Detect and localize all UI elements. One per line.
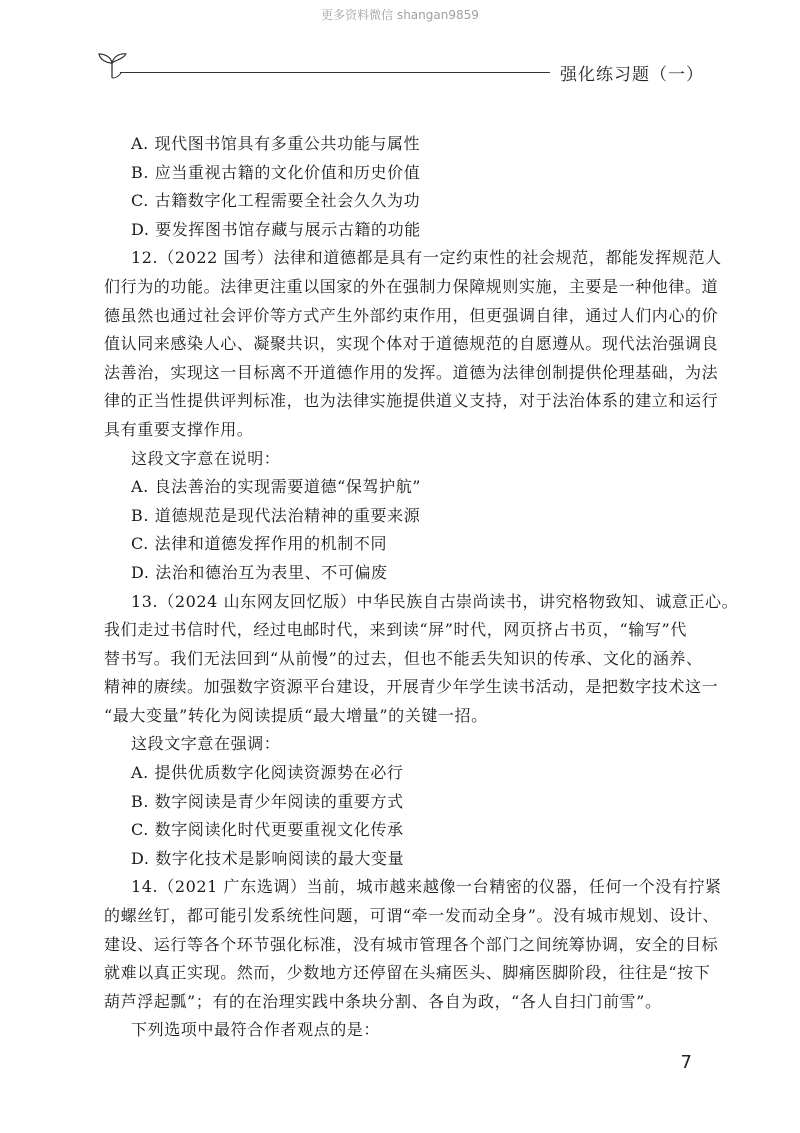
option-c: C. 数字阅读化时代更要重视文化传承 — [131, 820, 404, 840]
question-12-text: 法善治，实现这一目标离不开道德作用的发挥。道德为法律创制提供伦理基础，为法 — [104, 362, 719, 382]
chapter-title: 强化练习题（一） — [560, 65, 704, 85]
question-12-text: 律的正当性提供评判标准，也为法律实施提供道义支持，对于法治体系的建立和运行 — [104, 391, 719, 411]
question-13-prompt: 这段文字意在强调： — [131, 734, 281, 754]
option-c: C. 古籍数字化工程需要全社会久久为功 — [131, 191, 421, 211]
question-13-text: 替书写。我们无法回到“从前慢”的过去，但也不能丢失知识的传承、文化的涵养、 — [104, 648, 703, 668]
question-12-text: 值认同来感染人心、凝聚共识，实现个体对于道德规范的自愿遵从。现代法治强调良 — [104, 334, 719, 354]
question-14-prompt: 下列选项中最符合作者观点的是： — [131, 1020, 381, 1040]
question-13-text: 13.（2024 山东网友回忆版）中华民族自古崇尚读书，讲究格物致知、诚意正心。 — [131, 591, 739, 611]
question-14-text: 的螺丝钉，都可能引发系统性问题，可谓“牵一发而动全身”。没有城市规划、设计、 — [104, 906, 720, 926]
header-rule — [120, 72, 550, 73]
question-14-text: 就难以真正实现。然而，少数地方还停留在头痛医头、脚痛医脚阶段，往往是“按下 — [104, 963, 711, 983]
question-12-text: 12.（2022 国考）法律和道德都是具有一定约束性的社会规范，都能发挥规范人 — [131, 248, 722, 268]
question-12-text: 具有重要支撑作用。 — [104, 419, 254, 439]
option-d: D. 法治和德治互为表里、不可偏废 — [131, 562, 388, 582]
option-b: B. 数字阅读是青少年阅读的重要方式 — [131, 791, 404, 811]
question-12-prompt: 这段文字意在说明： — [131, 448, 281, 468]
sprout-icon — [95, 50, 129, 80]
option-c: C. 法律和道德发挥作用的机制不同 — [131, 534, 388, 554]
option-b: B. 应当重视古籍的文化价值和历史价值 — [131, 162, 421, 182]
question-13-text: “最大变量”转化为阅读提质“最大增量”的关键一招。 — [104, 705, 488, 725]
question-12-text: 德虽然也通过社会评价等方式产生外部约束作用，但更强调自律，通过人们内心的价 — [104, 305, 719, 325]
question-13-text: 精神的赓续。加强数字资源平台建设，开展青少年学生读书活动，是把数字技术这一 — [104, 677, 719, 697]
page-number: 7 — [680, 1052, 692, 1073]
option-a: A. 提供优质数字化阅读资源势在必行 — [131, 763, 404, 783]
question-14-text: 葫芦浮起瓢”；有的在治理实践中条块分割、各自为政，“各人自扫门前雪”。 — [104, 991, 662, 1011]
question-13-text: 我们走过书信时代，经过电邮时代，来到读“屏”时代，网页挤占书页，“输写”代 — [104, 620, 687, 640]
option-d: D. 要发挥图书馆存藏与展示古籍的功能 — [131, 219, 421, 239]
question-14-text: 建设、运行等各个环节强化标准，没有城市管理各个部门之间统筹协调，安全的目标 — [104, 934, 719, 954]
question-12-text: 们行为的功能。法律更注重以国家的外在强制力保障规则实施，主要是一种他律。道 — [104, 276, 719, 296]
option-a: A. 良法善治的实现需要道德“保驾护航” — [131, 477, 422, 497]
option-b: B. 道德规范是现代法治精神的重要来源 — [131, 505, 421, 525]
watermark: 更多资料微信 shangan9859 — [321, 8, 479, 22]
option-a: A. 现代图书馆具有多重公共功能与属性 — [131, 134, 421, 153]
option-d: D. 数字化技术是影响阅读的最大变量 — [131, 848, 405, 868]
question-14-text: 14.（2021 广东选调）当前，城市越来越像一台精密的仪器，任何一个没有拧紧 — [131, 877, 722, 897]
page-content — [104, 130, 739, 1045]
